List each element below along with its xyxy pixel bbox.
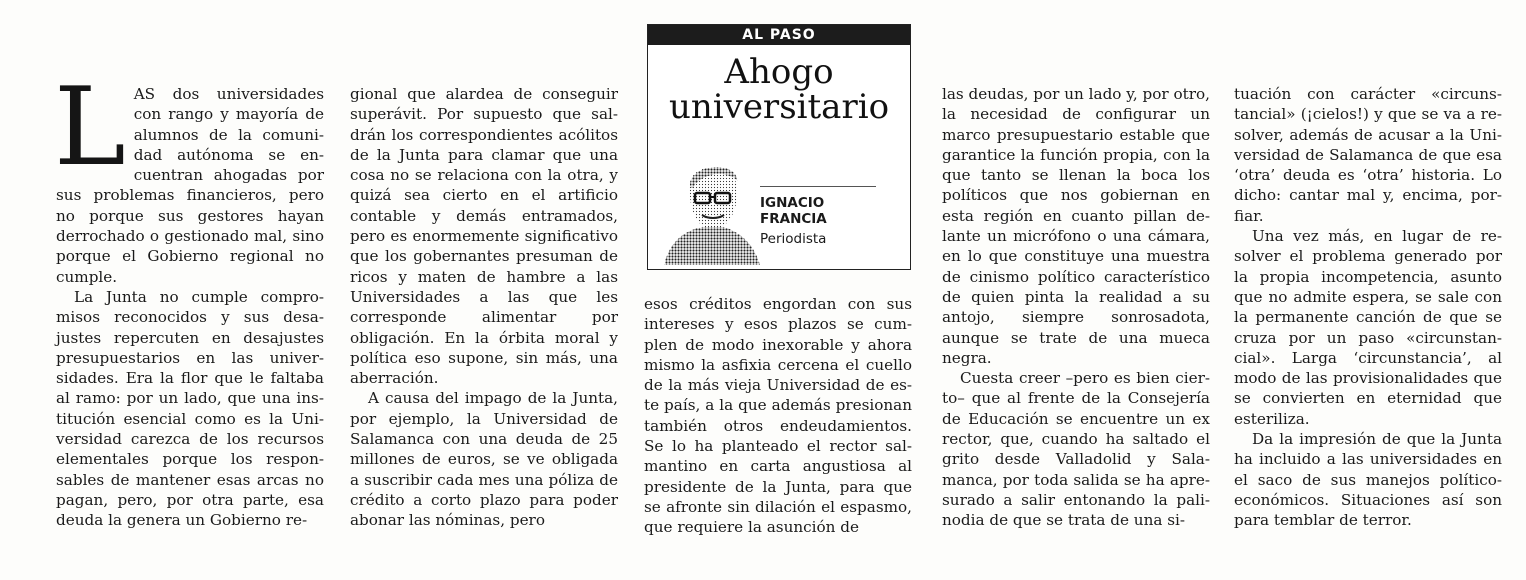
paragraph: tuación con carácter «circunstancial» (¡cielos!) y que se va a resolver, además de acusar a la Universidad de Salamanca de que esa ‘otra’ deuda es ‘otra’ historia. Lo dicho: cantar mal y, encima, porfiar. xyxy=(1234,85,1502,225)
paragraph: las deudas, por un lado y, por otro, la necesidad de configurar un marco presupuestario estable que garantice la función propia, con la que tanto se llenan la boca los políticos que nos gobiernan en esta región en cuanto pillan delante un micrófono o una cámara, en lo que constituye una muestra de cinismo político característico de quien pinta la realidad a su antojo, siempre sonrosadota, aunque se trate de una mueca negra. xyxy=(942,85,1210,367)
paragraph: La Junta no cumple compromisos reconocidos y sus desajustes repercuten en desajustes presupuestarios en las universidades. Era la flor que le faltaba al ramo: por un lado, que una institución esencial como es la Universidad carezca de los recursos elementales porque los responsables de mantener esas arcas no pagan, pero, por otra parte, esa deuda la genera un Gobierno re- xyxy=(56,287,324,530)
article-column-4 xyxy=(942,84,1210,531)
paragraph: esos créditos engordan con sus intereses y esos plazos se cumplen de modo inexorable y ahora mismo la asfixia cercena el cuello de la más vieja Universidad de este país, a la que además presionan también otros endeudamientos. Se lo ha planteado el rector salmantino en carta angustiosa al presidente de la Junta, para que se afronte sin dilación el espasmo, que requiere la asunción de xyxy=(644,295,912,537)
drop-cap: L xyxy=(54,65,126,190)
column-header-box xyxy=(647,24,911,270)
author-name xyxy=(760,195,827,227)
paragraph: gional que alardea de conseguir superávit. Por supuesto que saldrán los correspondientes acólitos de la Junta para clamar que una cosa no se relaciona con la otra, y quizá sea cierto en el artificio contable y demás entramados, pero es enormemente significativo que los gobernantes presuman de ricos y maten de hambre a las Universidades a las que les corresponde alimentar por obligación. En la órbita moral y política eso supone, sin más, una aberración. xyxy=(350,85,618,388)
article-column-5 xyxy=(1234,84,1502,531)
article-title: Ahogo universitario xyxy=(668,52,890,127)
paragraph: Cuesta creer –pero es bien cierto– que al frente de la Consejería de Educación se encuentre un ex rector, que, cuando ha saltado el grito desde Valladolid y Salamanca, por toda salida se ha apresurado a salir entonando la palinodia de que se trata de una si- xyxy=(942,369,1210,530)
article-column-1 xyxy=(54,65,324,531)
article-column-2 xyxy=(350,84,618,531)
paragraph: A causa del impago de la Junta, por ejemplo, la Universidad de Salamanca con una deuda de 25 millones de euros, se ve obligada a suscribir cada mes una póliza de crédito a corto plazo para poder abonar las nóminas, pero xyxy=(350,389,618,530)
paragraph-text: AS dos universidades con rango y mayoría de alumnos de la comunidad autónoma se encuentran ahogadas por sus problemas financieros, pero no porque sus gestores hayan derrochado o gestionado mal, sino porque el Gobierno regional no cumple. xyxy=(56,85,324,286)
article-column-3 xyxy=(644,294,912,538)
paragraph: Da la impresión de que la Junta ha incluido a las universidades en el saco de sus manejos político-económicos. Situaciones así son para temblar de terror. xyxy=(1234,430,1502,530)
author-role: Periodista xyxy=(760,231,827,247)
author-portrait xyxy=(662,153,762,265)
author-divider xyxy=(760,186,876,187)
author-first-name: IGNACIO xyxy=(760,195,825,211)
paragraph xyxy=(54,65,324,287)
author-last-name: FRANCIA xyxy=(760,211,827,227)
paragraph: Una vez más, en lugar de resolver el problema generado por la propia incompetencia, asunto que no admite espera, se sale con la permanente canción de que se cruza por un paso «circunstancial». Larga ‘circunstancia’, al modo de las provisionalidades que se convierten en eternidad que esteriliza. xyxy=(1234,227,1502,428)
section-label: AL PASO xyxy=(648,25,910,45)
